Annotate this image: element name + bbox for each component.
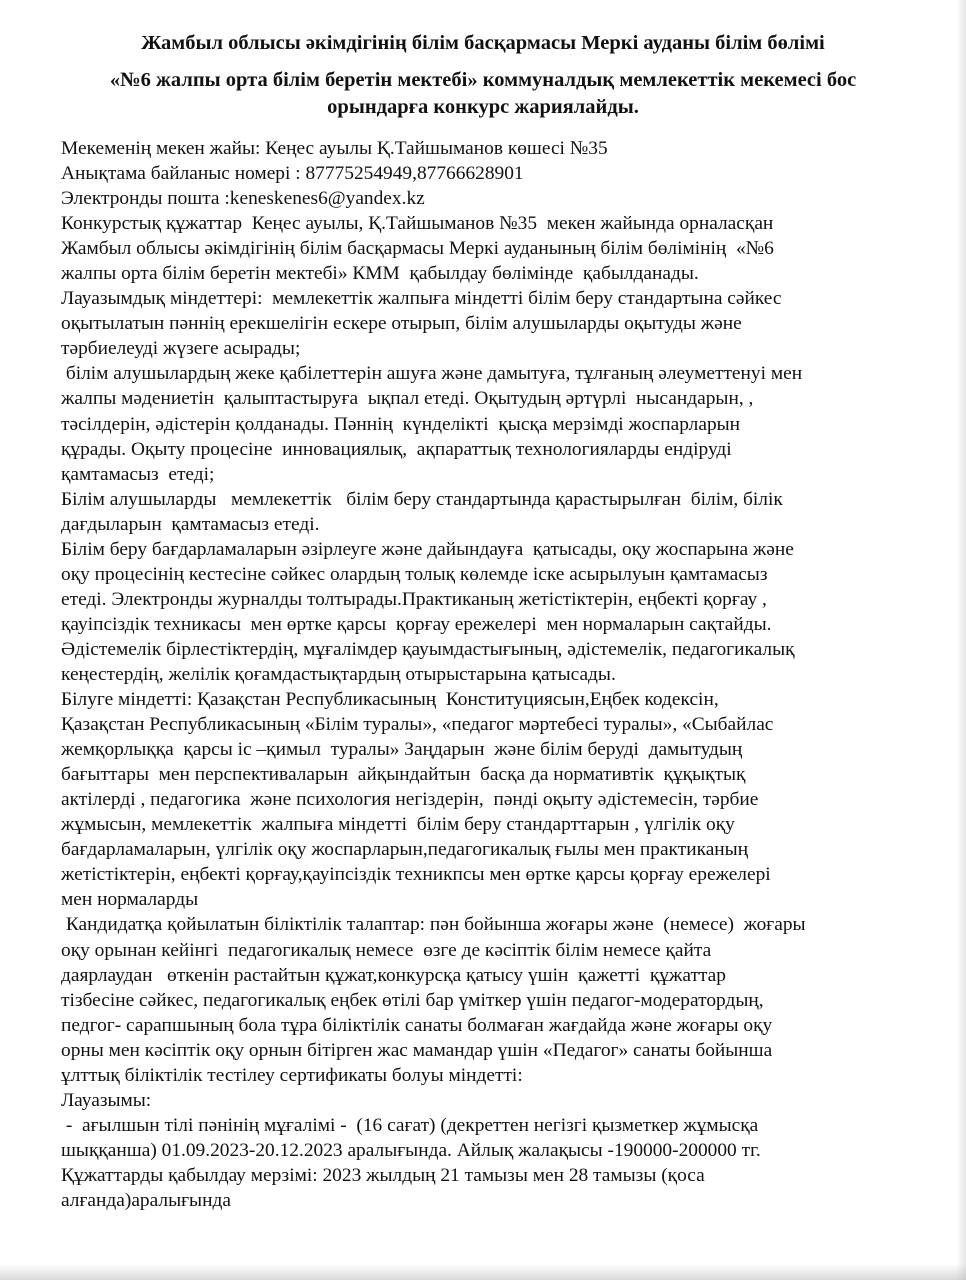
- body-line: тәсілдерін, әдістерін қолданады. Пәннің күнделікті қысқа мерзімді жоспарларын: [61, 413, 741, 435]
- body-line: Білуге міндетті: Қазақстан Республикасының Конституциясын,Еңбек кодексін,: [61, 689, 719, 711]
- body-line: Кандидатқа қойылатын біліктілік талаптар: пән бойынша жоғары және (немесе) жоғары: [61, 914, 806, 936]
- body-line: даярлаудан өткенін растайтын құжат,конкурсқа қатысу үшін қажетті құжаттар: [61, 964, 726, 986]
- body-line: Мекеменің мекен жайы: Кеңес ауылы Қ.Тайшыманов көшесі №35: [61, 138, 608, 159]
- header-line-1: Жамбыл облысы әкімдігінің білім басқармасы Меркі ауданы білім бөлімі: [141, 32, 825, 54]
- body-line: оқу процесінің кестесіне сәйкес олардың толық көлемде іске асырылуын қамтамасыз: [61, 563, 768, 585]
- body-line: - ағылшын тілі пәнінің мұғалімі - (16 сағат) (декреттен негізгі қызметкер жұмысқа: [61, 1114, 759, 1136]
- body-line: жемқорлыққа қарсы іс –қимыл туралы» Заңдарын және білім беруді дамытудың: [61, 739, 743, 761]
- body-line: Лауазымдық міндеттері: мемлекеттік жалпыға міндетті білім беру стандартына сәйкес: [61, 288, 782, 310]
- body-line: Әдістемелік бірлестіктердің, мұғалімдер қауымдастығының, әдістемелік, педагогикалық: [61, 638, 795, 660]
- body-line: қауіпсіздік техникасы мен өртке қарсы қорғау ережелері мен нормаларын сақтайды.: [61, 613, 772, 635]
- body-line: Электронды пошта :keneskenes6@yandex.kz: [61, 188, 425, 210]
- body-line: Лауазымы:: [61, 1089, 152, 1111]
- body-line: педгог- сарапшының бола тұра біліктілік санаты болмаған жағдайда және жоғары оқу: [61, 1014, 773, 1036]
- body-line: мен нормаларды: [61, 889, 199, 911]
- body-line: етеді. Электронды журналды толтырады.Практиканың жетістіктерін, еңбекті қорғау ,: [61, 588, 767, 610]
- body-line: Білім алушыларды мемлекеттік білім беру стандартында қарастырылған білім, білік: [61, 488, 783, 510]
- body-line: жалпы орта білім беретін мектебі» КММ қабылдау бөлімінде қабылданады.: [61, 263, 699, 285]
- page-bottom-shadow: [0, 1264, 966, 1280]
- body-line: орны мен кәсіптік оқу орнын бітірген жас мамандар үшін «Педагог» санаты бойынша: [61, 1039, 773, 1061]
- body-line: жұмысын, мемлекеттік жалпыға міндетті білім беру стандарттарын , үлгілік оқу: [61, 814, 735, 836]
- header-line-2a: «№6 жалпы орта білім беретін мектебі» коммуналдық мемлекеттік мекемесі бос: [109, 69, 857, 91]
- body-line: оқытылатын пәннің ерекшелігін ескере отырып, білім алушыларды оқытуды және: [61, 313, 742, 335]
- body-line: дағдыларын қамтамасыз етеді.: [61, 513, 320, 535]
- body-line: Жамбыл облысы әкімдігінің білім басқармасы Меркі ауданының білім бөлімінің «№6: [61, 238, 774, 260]
- body-line: Қазақстан Республикасының «Білім туралы», «педагог мәртебесі туралы», «Сыбайлас: [61, 714, 774, 736]
- header-line-2b: орындарға конкурс жариялайды.: [327, 96, 639, 118]
- body-line: жетістіктерін, еңбекті қорғау,қауіпсіздік техникпсы мен өртке қарсы қорғау ережелері: [61, 864, 771, 886]
- body-line: оқу орынан кейінгі педагогикалық немесе өзге де кәсіптік білім немесе қайта: [61, 939, 712, 961]
- body-line: жалпы мәдениетін қалыптастыруға ықпал етеді. Оқытудың әртүрлі нысандарын, ,: [61, 388, 754, 410]
- body-line: Құжаттарды қабылдау мерзімі: 2023 жылдың 21 тамызы мен 28 тамызы (қоса: [61, 1164, 705, 1186]
- header-announcement: [40, 67, 926, 121]
- header-department: [40, 30, 926, 57]
- body-line: Конкурстық құжаттар Кеңес ауылы, Қ.Тайшыманов №35 мекен жайында орналасқан: [61, 213, 774, 235]
- body-line: Білім беру бағдарламаларын әзірлеуге және дайындауға қатысады, оқу жоспарына және: [61, 538, 794, 560]
- body-line: Анықтама байланыс номері : 87775254949,87766628901: [61, 163, 524, 185]
- body-line: алғанда)аралығында: [61, 1189, 231, 1211]
- body-line: бағыттары мен перспективаларын айқындайтын басқа да нормативтік құқықтық: [61, 764, 746, 786]
- page-edge-shadow: [956, 0, 966, 1280]
- body-line: ұлттық біліктілік тестілеу сертификаты болуы міндетті:: [61, 1064, 523, 1086]
- announcement-body: [61, 136, 941, 1213]
- body-line: тәрбиелеуді жүзеге асырады;: [61, 338, 301, 360]
- body-line: кеңестердің, желілік қоғамдастықтардың отырыстарына қатысады.: [61, 663, 616, 685]
- body-line: құрады. Оқыту процесіне инновациялық, ақпараттық технологияларды ендіруді: [61, 438, 732, 460]
- body-line: тізбесіне сәйкес, педагогикалық еңбек өтілі бар үміткер үшін педагог-модератордың,: [61, 989, 764, 1011]
- body-line: қамтамасыз етеді;: [61, 463, 215, 485]
- body-line: актілерді , педагогика және психология негіздерін, пәнді оқыту әдістемесін, тәрбие: [61, 789, 759, 811]
- body-line: бағдарламаларын, үлгілік оқу жоспарларын,педагогикалық ғылы мен практиканың: [61, 839, 749, 861]
- body-line: білім алушылардың жеке қабілеттерін ашуға және дамытуға, тұлғаның әлеуметтенуі мен: [61, 363, 803, 385]
- body-line: шыққанша) 01.09.2023-20.12.2023 аралығында. Айлық жалақысы -190000-200000 тг.: [61, 1139, 761, 1161]
